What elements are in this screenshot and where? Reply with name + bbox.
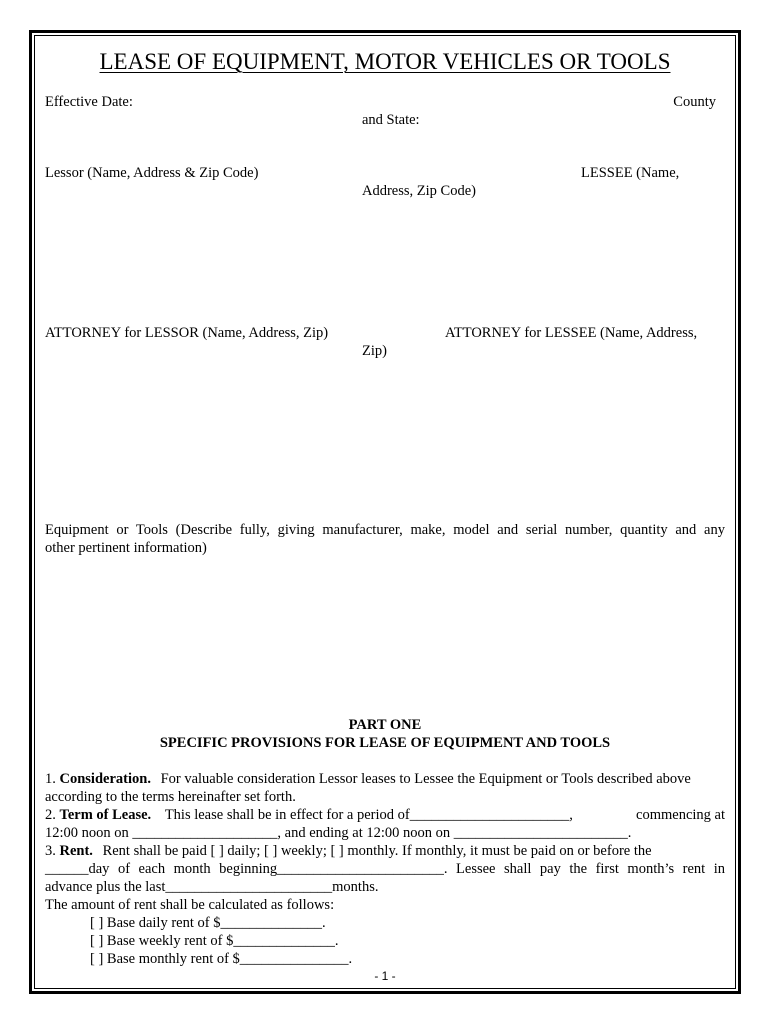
attorney-lessor-label: ATTORNEY for LESSOR (Name, Address, Zip) <box>45 325 329 341</box>
clause-text: For valuable consideration Lessor leases to Lessee the Equipment or Tools described above <box>160 771 691 787</box>
clause-title: Rent. <box>59 843 93 859</box>
equipment-description-label: Equipment or Tools (Describe fully, giving manufacturer, make, model and serial number, quantity and any <box>45 522 725 538</box>
clause-text: Rent shall be paid [ ] daily; [ ] weekly; [ ] monthly. If monthly, it must be paid on or before the <box>102 843 652 859</box>
consideration-clause-continued: according to the terms hereinafter set forth. <box>45 789 296 805</box>
attorney-lessee-label: ATTORNEY for LESSEE (Name, Address, <box>445 325 698 341</box>
rent-clause <box>45 842 725 860</box>
lessor-label: Lessor (Name, Address & Zip Code) <box>45 165 259 181</box>
county-label: County <box>673 94 716 110</box>
lessee-label: LESSEE (Name, <box>581 165 680 181</box>
clause-number: 2. <box>45 807 56 823</box>
consideration-clause <box>45 770 691 788</box>
state-label: and State: <box>362 112 420 128</box>
document-title: LEASE OF EQUIPMENT, MOTOR VEHICLES OR TOOLS <box>99 49 671 74</box>
base-monthly-rent-option: [ ] Base monthly rent of $_______________. <box>90 951 353 967</box>
part-one-heading: PART ONE <box>348 717 422 733</box>
base-weekly-rent-option: [ ] Base weekly rent of $______________. <box>90 933 339 949</box>
lessee-label-continued: Address, Zip Code) <box>362 183 476 199</box>
part-one-subheading: SPECIFIC PROVISIONS FOR LEASE OF EQUIPMENT AND TOOLS <box>159 735 611 751</box>
attorney-lessee-label-continued: Zip) <box>362 343 387 359</box>
rent-clause-continued: ______day of each month beginning_______________________. Lessee shall pay the first month’s rent in <box>45 861 725 877</box>
clause-number: 1. <box>45 771 56 787</box>
equipment-description-label-continued: other pertinent information) <box>45 540 207 556</box>
term-clause-end: commencing at <box>636 807 725 823</box>
effective-date-label: Effective Date: <box>45 94 133 110</box>
rent-clause-continued-2: advance plus the last_______________________months. <box>45 879 379 895</box>
clause-title: Consideration. <box>59 771 151 787</box>
term-clause-continued: 12:00 noon on ____________________, and ending at 12:00 noon on ________________________. <box>45 825 632 841</box>
clause-text: This lease shall be in effect for a period of______________________, <box>164 807 573 823</box>
term-clause <box>45 806 573 824</box>
clause-number: 3. <box>45 843 56 859</box>
page-number: - 1 - <box>374 969 396 983</box>
clause-title: Term of Lease. <box>59 807 152 823</box>
rent-calculation-intro: The amount of rent shall be calculated as follows: <box>45 897 335 913</box>
base-daily-rent-option: [ ] Base daily rent of $______________. <box>90 915 326 931</box>
